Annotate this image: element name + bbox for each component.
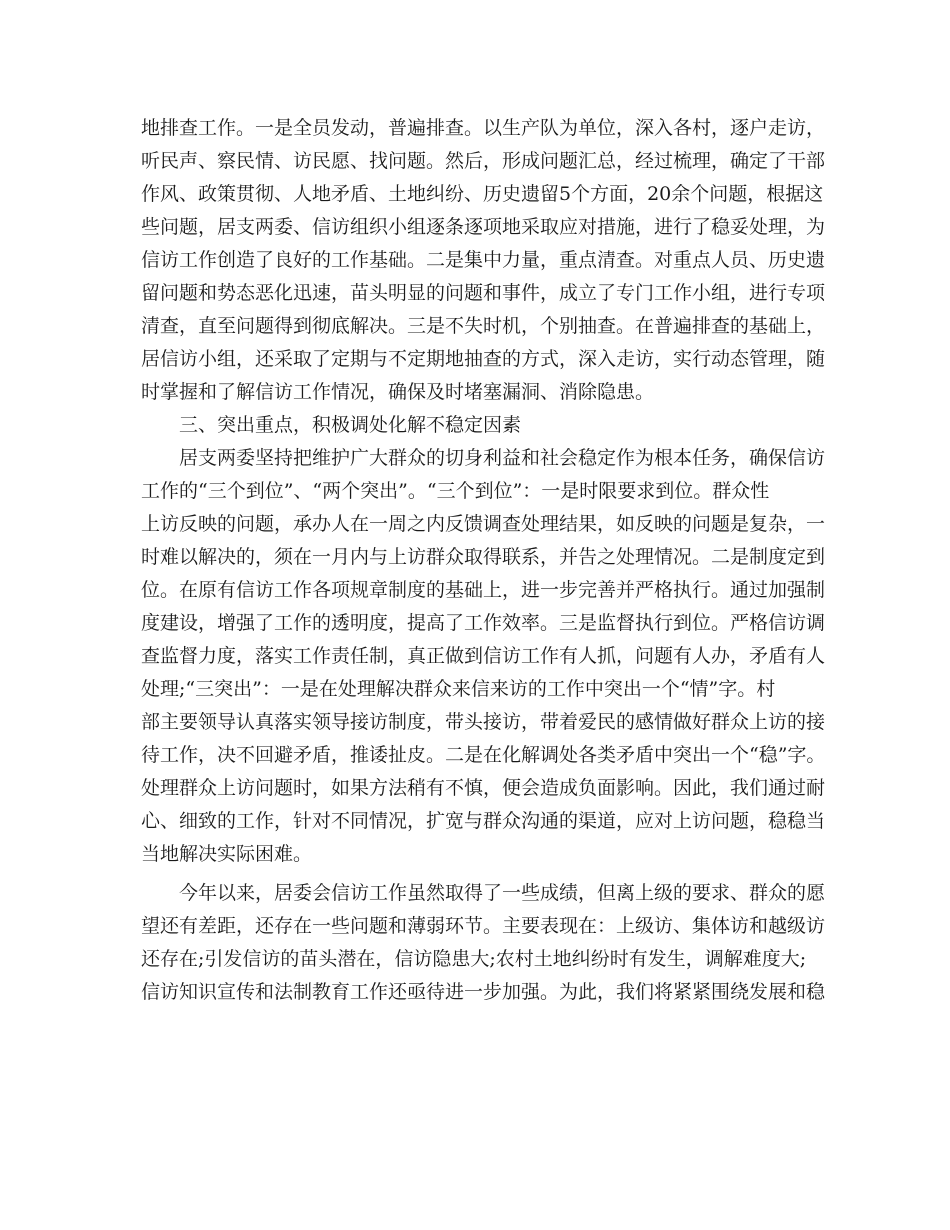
text-line: 部主要领导认真落实领导接访制度，带头接访，带着爱民的感情做好群众上访的接 bbox=[141, 711, 826, 733]
text-line: 居支两委坚持把维护广大群众的切身利益和社会稳定作为根本任务，确保信访 bbox=[179, 447, 826, 469]
text-line: 望还有差距，还存在一些问题和薄弱环节。主要表现在：上级访、集体访和越级访 bbox=[141, 915, 826, 937]
document-body bbox=[141, 112, 826, 1009]
text-line: 居信访小组，还采取了定期与不定期地抽查的方式，深入走访，实行动态管理，随 bbox=[141, 348, 826, 370]
text-line: 些问题，居支两委、信访组织小组逐条逐项地采取应对措施，进行了稳妥处理，为 bbox=[141, 216, 826, 238]
text-line: 信访知识宣传和法制教育工作还亟待进一步加强。为此，我们将紧紧围绕发展和稳 bbox=[141, 981, 826, 1003]
text-line: 还存在;引发信访的苗头潜在，信访隐患大;农村土地纠纷时有发生，调解难度大; bbox=[141, 948, 807, 970]
section-heading-text: 三、突出重点，积极调处化解不稳定因素 bbox=[179, 414, 522, 436]
text-line: 处理;“三突出”：一是在处理解决群众来信来访的工作中突出一个“情”字。村 bbox=[141, 678, 776, 700]
text-line: 清查，直至问题得到彻底解决。三是不失时机，个别抽查。在普遍排查的基础上， bbox=[141, 315, 826, 337]
text-line: 地排查工作。一是全员发动，普遍排查。以生产队为单位，深入各村，逐户走访， bbox=[141, 117, 826, 139]
text-line: 当地解决实际困难。 bbox=[141, 843, 313, 865]
text-line: 位。在原有信访工作各项规章制度的基础上，进一步完善并严格执行。通过加强制 bbox=[141, 579, 826, 601]
paragraph-investigation bbox=[141, 112, 826, 409]
text-line: 时掌握和了解信访工作情况，确保及时堵塞漏洞、消除隐患。 bbox=[141, 381, 655, 403]
text-line: 听民声、察民情、访民愿、找问题。然后，形成问题汇总，经过梳理，确定了干部 bbox=[141, 150, 826, 172]
text-line: 今年以来，居委会信访工作虽然取得了一些成绩，但离上级的要求、群众的愿 bbox=[179, 882, 826, 904]
text-line: 留问题和势态恶化迅速，苗头明显的问题和事件，成立了专门工作小组，进行专项 bbox=[141, 282, 826, 304]
text-line: 上访反映的问题，承办人在一周之内反馈调查处理结果，如反映的问题是复杂，一 bbox=[141, 513, 826, 535]
paragraph-shortcomings bbox=[141, 877, 826, 1009]
text-line: 心、细致的工作，针对不同情况，扩宽与群众沟通的渠道，应对上访问题，稳稳当 bbox=[141, 810, 826, 832]
text-line: 查监督力度，落实工作责任制，真正做到信访工作有人抓，问题有人办，矛盾有人 bbox=[141, 645, 826, 667]
section-heading bbox=[141, 409, 821, 442]
text-line: 信访工作创造了良好的工作基础。二是集中力量，重点清查。对重点人员、历史遗 bbox=[141, 249, 826, 271]
text-line: 作风、政策贯彻、人地矛盾、土地纠纷、历史遗留5个方面，20余个问题，根据这 bbox=[141, 183, 824, 205]
text-line: 待工作，决不回避矛盾，推诿扯皮。二是在化解调处各类矛盾中突出一个“稳”字。 bbox=[141, 744, 826, 766]
text-line: 处理群众上访问题时，如果方法稍有不慎，便会造成负面影响。因此，我们通过耐 bbox=[141, 777, 826, 799]
text-line: 时难以解决的，须在一月内与上访群众取得联系，并告之处理情况。二是制度定到 bbox=[141, 546, 826, 568]
text-line: 工作的“三个到位”、“两个突出”。“三个到位”：一是时限要求到位。群众性 bbox=[141, 480, 770, 502]
text-line: 度建设，增强了工作的透明度，提高了工作效率。三是监督执行到位。严格信访调 bbox=[141, 612, 826, 634]
paragraph-focus-points bbox=[141, 442, 826, 871]
